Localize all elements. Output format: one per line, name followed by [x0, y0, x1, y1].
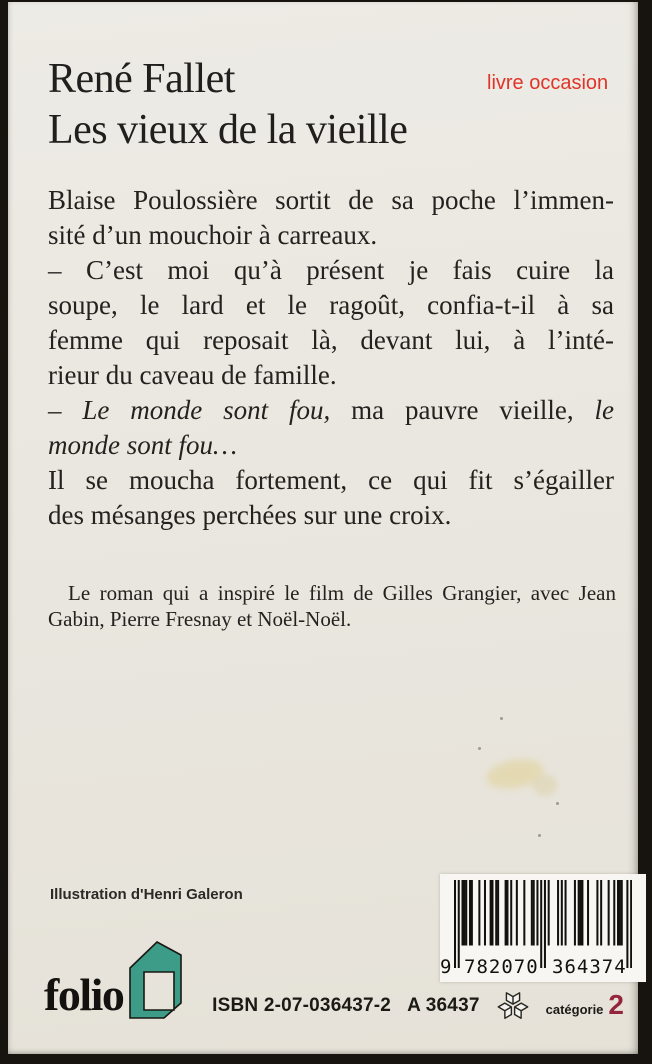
- used-book-sticker: livre occasion: [487, 72, 609, 94]
- text-line: des mésanges perchées sur une croix.: [48, 500, 452, 530]
- paper-speck: [538, 834, 541, 837]
- barcode: [440, 874, 646, 982]
- barcode-digit-group: 364374: [552, 956, 627, 978]
- category: [545, 989, 624, 1020]
- paper-speck: [556, 802, 559, 805]
- title-block: [48, 54, 407, 156]
- isbn-number: ISBN 2-07-036437-2: [212, 995, 392, 1016]
- barcode-bars-icon: [454, 880, 632, 968]
- illustration-credit: Illustration d'Henri Galeron: [50, 886, 243, 903]
- category-label: catégorie: [545, 1002, 604, 1017]
- paragraph: [48, 580, 616, 632]
- isbn-row: [212, 990, 624, 1022]
- paragraph: [48, 253, 614, 393]
- paragraph: [48, 183, 614, 253]
- book-title: Les vieux de la vieille: [48, 107, 408, 153]
- text-line: Il se moucha fortement, ce qui fit s’égailler: [48, 465, 614, 495]
- barcode-digit-group: 782070: [464, 956, 539, 978]
- paragraph: [48, 463, 614, 533]
- text-line: – C’est moi qu’à présent je fais cuire la: [48, 255, 614, 285]
- gallimard-fleuron-icon: [496, 990, 530, 1022]
- film-note: [48, 580, 616, 632]
- text-line: soupe, le lard et le ragoût, confia-t-il à sa: [48, 290, 614, 320]
- paper-stain-small: [532, 774, 558, 796]
- text-line: femme qui reposait là, devant lui, à l’inté-: [48, 325, 614, 355]
- barcode-digit-group: 9: [440, 956, 453, 978]
- text-line: Blaise Poulossière sortit de sa poche l’immen-: [48, 185, 614, 215]
- publisher-name: folio: [44, 969, 124, 1020]
- text-line: rieur du caveau de famille.: [48, 360, 337, 390]
- folio-open-book-icon: [129, 941, 182, 1019]
- print-code: A 36437: [407, 995, 480, 1016]
- category-value: 2: [608, 989, 624, 1020]
- text-line: monde sont fou…: [48, 430, 237, 460]
- text-line: – Le monde sont fou, ma pauvre vieille, le: [48, 395, 615, 425]
- excerpt-text: [48, 183, 614, 533]
- paragraph: [48, 393, 614, 463]
- author-name: René Fallet: [48, 56, 235, 102]
- paper-speck: [500, 717, 503, 720]
- text-line: sité d’un mouchoir à carreaux.: [48, 220, 378, 250]
- back-cover: [8, 2, 638, 1054]
- publisher-logo: [44, 938, 194, 1028]
- text-line: Le roman qui a inspiré le film de Gilles Grangier, avec Jean: [68, 581, 616, 605]
- paper-speck: [478, 747, 481, 750]
- text-line: Gabin, Pierre Fresnay et Noël-Noël.: [48, 607, 352, 631]
